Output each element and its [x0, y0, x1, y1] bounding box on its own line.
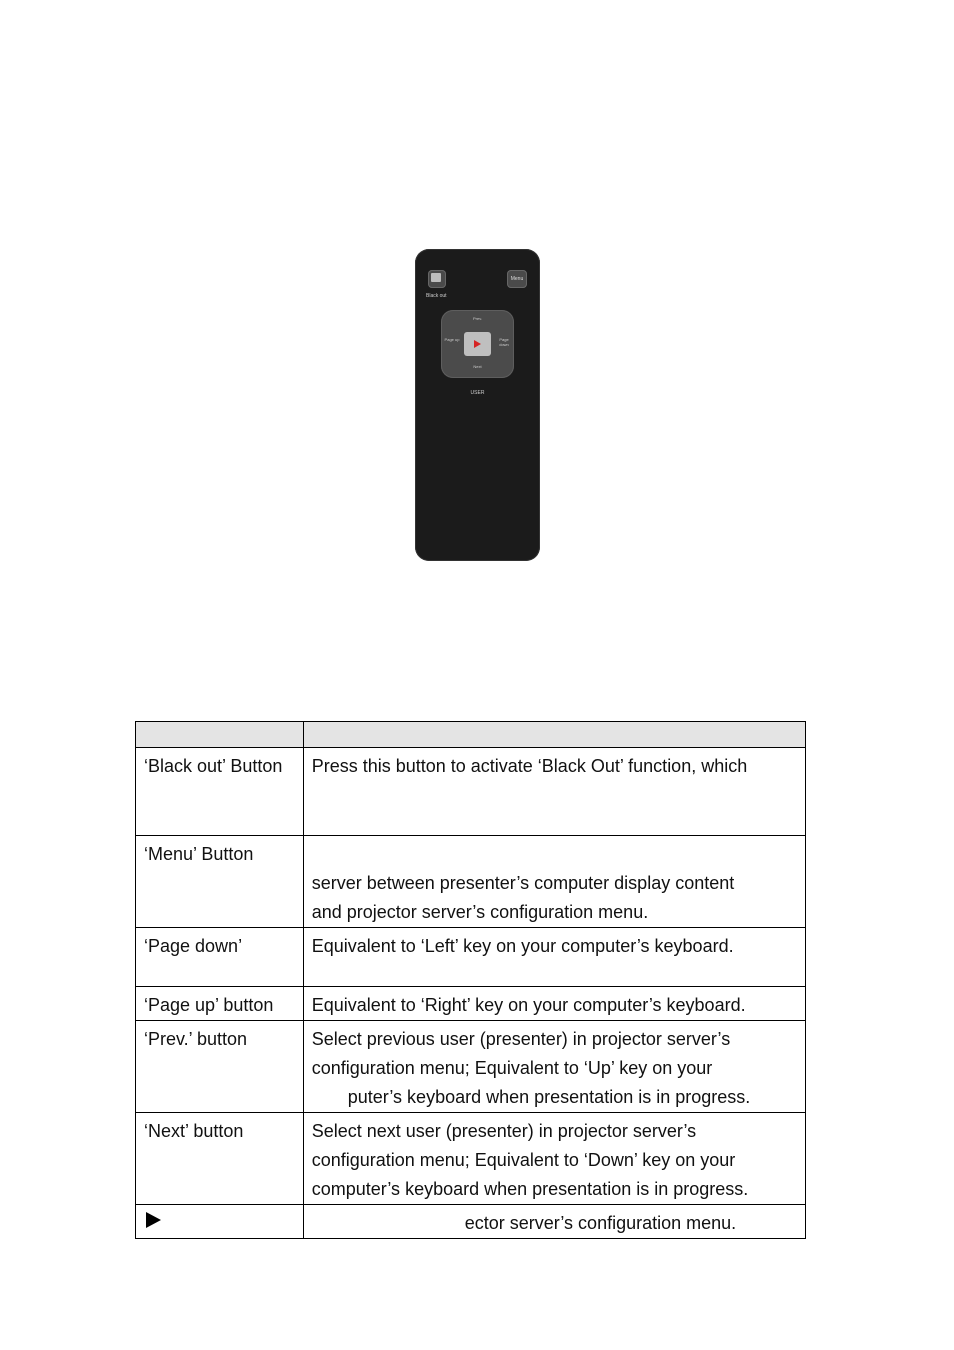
table-header-cell: [303, 722, 805, 748]
row-description: server between presenter’s computer display content and projector server’s configuration menu.: [303, 836, 805, 928]
menu-icon: Menu: [507, 270, 527, 288]
row-name: ‘Page down’: [136, 928, 304, 987]
row-description: ector server’s configuration menu.: [303, 1205, 805, 1239]
table-row: [136, 1021, 806, 1113]
row-description: Select previous user (presenter) in projector server’s configuration menu; Equivalent to ‘Up’ key on your puter’s keyboard when presentation is in progress.: [303, 1021, 805, 1113]
row-name: [136, 1205, 304, 1239]
page-up-label: Page up: [444, 337, 460, 342]
direction-pad: [441, 310, 514, 378]
prev-label: Prev.: [472, 316, 483, 321]
play-icon: [464, 332, 491, 356]
next-label: Next: [473, 364, 482, 369]
table-row: [136, 1205, 806, 1239]
row-name: ‘Menu’ Button: [136, 836, 304, 928]
table-row: [136, 928, 806, 987]
row-description: Select next user (presenter) in projector server’s configuration menu; Equivalent to ‘Down’ key on your computer’s keyboard when presentation is in progress.: [303, 1113, 805, 1205]
table-row: [136, 836, 806, 928]
remote-control-image: [415, 249, 540, 561]
page-down-label: Page down: [499, 337, 509, 347]
table-row: [136, 1113, 806, 1205]
user-label: USER: [470, 390, 485, 396]
row-name: ‘Black out’ Button: [136, 748, 304, 836]
table-row: [136, 987, 806, 1021]
row-name: ‘Page up’ button: [136, 987, 304, 1021]
row-description: Equivalent to ‘Left’ key on your computer’s keyboard.: [303, 928, 805, 987]
row-description: Equivalent to ‘Right’ key on your computer’s keyboard.: [303, 987, 805, 1021]
table-header-cell: [136, 722, 304, 748]
button-function-table: [135, 721, 806, 1239]
black-out-label: Black out: [426, 293, 447, 299]
table-row: [136, 748, 806, 836]
table-header-row: [136, 722, 806, 748]
row-name: ‘Prev.’ button: [136, 1021, 304, 1113]
row-description: Press this button to activate ‘Black Out’ function, which: [303, 748, 805, 836]
black-out-icon: [428, 270, 446, 288]
row-name: ‘Next’ button: [136, 1113, 304, 1205]
play-icon: [146, 1212, 161, 1228]
